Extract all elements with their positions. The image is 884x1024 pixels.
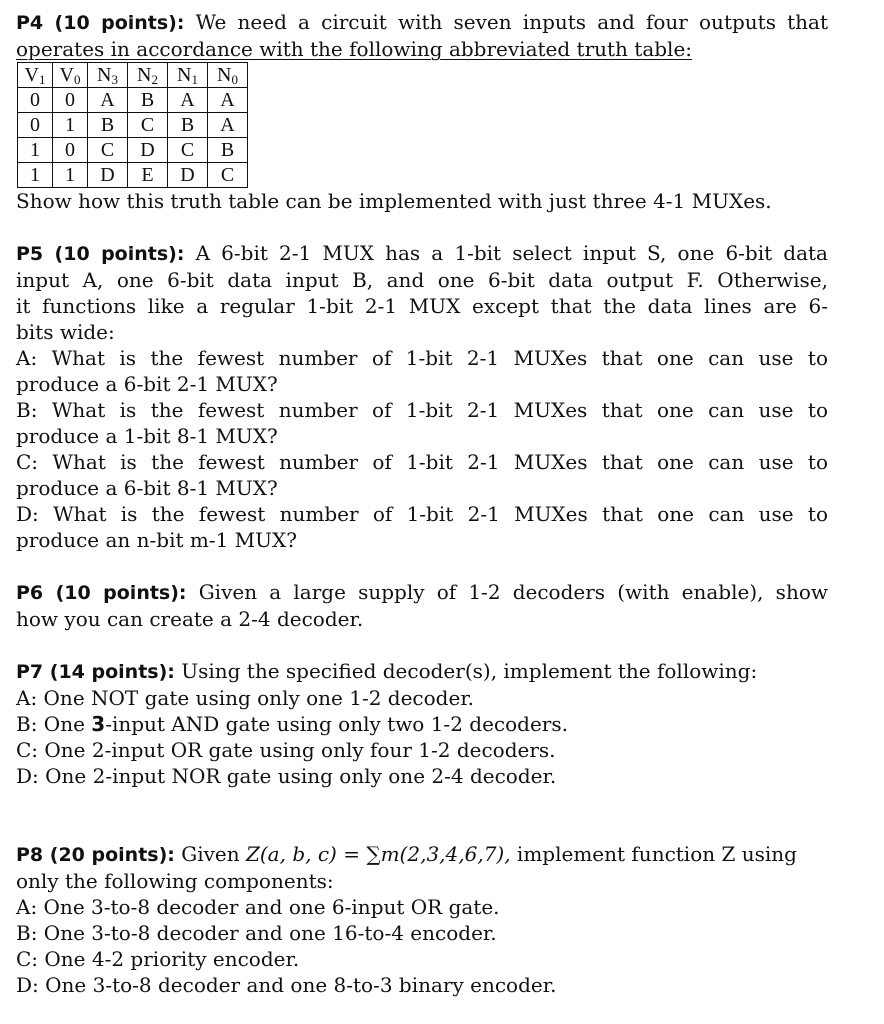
table-cell: A (208, 88, 248, 113)
table-cell: B (168, 113, 208, 138)
p7-item-d: D: One 2-input NOR gate using only one 2-4 decoder. (16, 764, 557, 788)
p6-heading: P6 (10 points): (16, 582, 187, 604)
table-cell: B (128, 88, 168, 113)
p8-item-c: C: One 4-2 priority encoder. (16, 947, 300, 971)
p8-item-b: B: One 3-to-8 decoder and one 16-to-4 encoder. (16, 921, 497, 945)
p5-intro-line: bits wide: (16, 320, 115, 344)
p5-section (16, 240, 828, 553)
p8-heading: P8 (20 points): (16, 844, 175, 866)
p5-intro-line: input A, one 6-bit data input B, and one 6-bit data output F. Otherwise, (16, 268, 828, 292)
table-row (18, 88, 248, 113)
table-cell: A (208, 113, 248, 138)
table-cell: C (128, 113, 168, 138)
table-cell: C (168, 138, 208, 163)
p5-question-a: A: What is the fewest number of 1-bit 2-1 MUXes that one can use to (16, 346, 828, 370)
table-row (18, 113, 248, 138)
document-page (16, 9, 828, 998)
truth-table-header-cell: $V_1$ (18, 63, 53, 88)
p4-footer: Show how this truth table can be implemented with just three 4-1 MUXes. (16, 189, 772, 213)
table-cell: 1 (18, 163, 53, 188)
p7-intro: P7 (14 points): Using the specified decoder(s), implement the following: (16, 659, 758, 683)
p6-line-2: how you can create a 2-4 decoder. (16, 607, 364, 631)
p5-question-d-cont: produce an n-bit m-1 MUX? (16, 528, 297, 552)
table-cell: E (128, 163, 168, 188)
p4-heading: P4 (10 points): (16, 12, 185, 34)
p8-formula: Z(a, b, c) = ∑m(2,3,4,6,7), (245, 842, 511, 866)
p8-intro: P8 (20 points): Given Z(a, b, c) = ∑m(2,3,4,6,7), implement function Z using (16, 842, 797, 866)
p7-item-a: A: One NOT gate using only one 1-2 decoder. (16, 686, 475, 710)
p4-line-2: operates in accordance with the following abbreviated truth table: (16, 37, 693, 61)
table-cell: A (168, 88, 208, 113)
truth-table-header-cell: $N_0$ (208, 63, 248, 88)
p5-question-c: C: What is the fewest number of 1-bit 2-1 MUXes that one can use to (16, 450, 828, 474)
truth-table-header-cell: $N_1$ (168, 63, 208, 88)
table-cell: B (208, 138, 248, 163)
p8-item-d: D: One 3-to-8 decoder and one 8-to-3 binary encoder. (16, 973, 557, 997)
p5-question-b: B: What is the fewest number of 1-bit 2-1 MUXes that one can use to (16, 398, 828, 422)
p7-item-c: C: One 2-input OR gate using only four 1-2 decoders. (16, 738, 556, 762)
p8-section (16, 841, 828, 998)
table-cell: 0 (18, 88, 53, 113)
table-cell: 0 (18, 113, 53, 138)
truth-table-header (18, 63, 248, 88)
p7-section (16, 658, 828, 789)
table-cell: D (88, 163, 128, 188)
p4-section (16, 9, 828, 214)
p7-item-b: B: One 3-input AND gate using only two 1-2 decoders. (16, 712, 568, 736)
table-cell: B (88, 113, 128, 138)
p7-heading: P7 (14 points): (16, 661, 175, 683)
p5-intro-line: it functions like a regular 1-bit 2-1 MUX except that the data lines are 6- (16, 294, 828, 318)
p5-question-d: D: What is the fewest number of 1-bit 2-1 MUXes that one can use to (16, 502, 828, 526)
table-row (18, 138, 248, 163)
truth-table-header-cell: $N_2$ (128, 63, 168, 88)
table-cell: 0 (53, 88, 88, 113)
p5-intro-line: P5 (10 points): A 6-bit 2-1 MUX has a 1-bit select input S, one 6-bit data (16, 241, 828, 265)
table-cell: D (168, 163, 208, 188)
p4-line-1: P4 (10 points): We need a circuit with seven inputs and four outputs that (16, 10, 828, 34)
p5-question-c-cont: produce a 6-bit 8-1 MUX? (16, 476, 278, 500)
table-cell: 1 (18, 138, 53, 163)
p6-line-1: P6 (10 points): Given a large supply of 1-2 decoders (with enable), show (16, 580, 828, 604)
table-row (18, 163, 248, 188)
table-cell: 1 (53, 163, 88, 188)
p6-section (16, 579, 828, 632)
truth-table (17, 62, 248, 188)
p5-heading: P5 (10 points): (16, 243, 185, 265)
truth-table-header-cell: $V_0$ (53, 63, 88, 88)
table-cell: C (88, 138, 128, 163)
table-cell: 1 (53, 113, 88, 138)
table-cell: A (88, 88, 128, 113)
p8-item-a: A: One 3-to-8 decoder and one 6-input OR gate. (16, 895, 500, 919)
table-cell: 0 (53, 138, 88, 163)
truth-table-header-cell: $N_3$ (88, 63, 128, 88)
table-cell: D (128, 138, 168, 163)
p5-question-b-cont: produce a 1-bit 8-1 MUX? (16, 424, 278, 448)
table-cell: C (208, 163, 248, 188)
p5-question-a-cont: produce a 6-bit 2-1 MUX? (16, 372, 278, 396)
p8-line-2: only the following components: (16, 869, 334, 893)
